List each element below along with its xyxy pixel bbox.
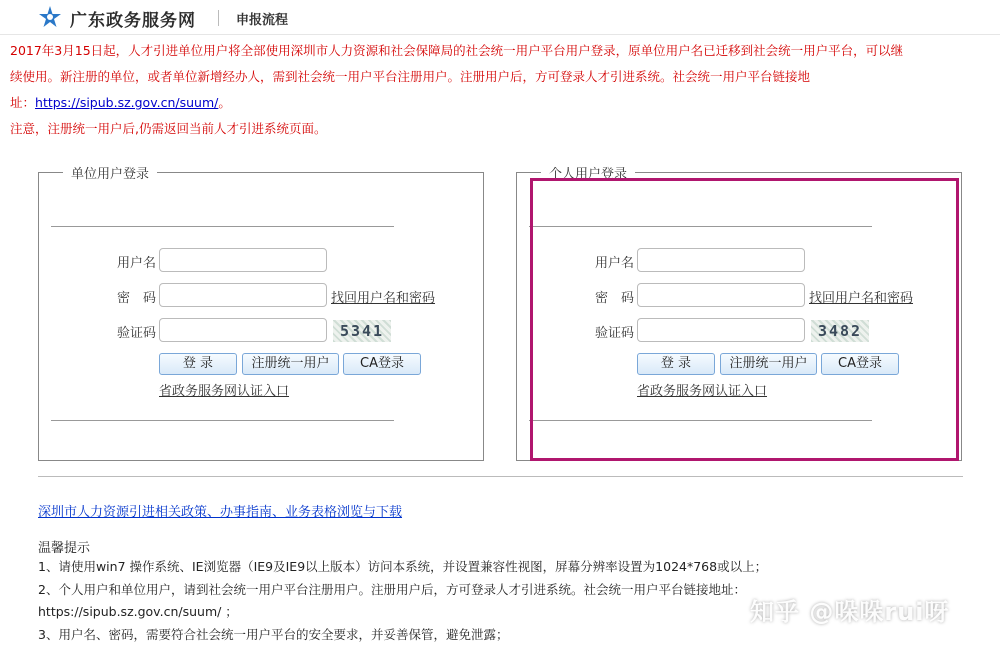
person-ca-login-button[interactable]: CA登录 bbox=[821, 353, 899, 375]
notice-text: 。 bbox=[218, 95, 231, 110]
watermark: 知乎 @哚哚rui呀 bbox=[750, 598, 950, 626]
person-portal-auth-link[interactable]: 省政务服务网认证入口 bbox=[637, 384, 768, 399]
password-label: 密 码 bbox=[116, 291, 156, 306]
header-divider bbox=[0, 34, 1000, 35]
unit-ca-login-button[interactable]: CA登录 bbox=[343, 353, 421, 375]
tip-item: 2、个人用户和单位用户，请到社会统一用户平台注册用户。注册用户后，方可登录人才引进系统。社会统一用户平台链接地址： bbox=[38, 581, 746, 597]
header-separator bbox=[218, 10, 219, 26]
notice-block bbox=[10, 38, 995, 142]
gov-emblem-icon bbox=[38, 5, 62, 29]
unit-portal-auth-link[interactable]: 省政务服务网认证入口 bbox=[159, 384, 290, 399]
divider bbox=[51, 226, 394, 227]
tip-item: 1、请使用win7 操作系统、IE浏览器（IE9及IE9以上版本）访问本系统，并设置兼容性视图，屏幕分辨率设置为1024*768或以上； bbox=[38, 559, 768, 574]
person-captcha-image[interactable]: 3482 bbox=[811, 320, 869, 342]
notice-line: 续使用。新注册的单位，或者单位新增经办人，需到社会统一用户平台注册用户。注册用户后，方可登录人才引进系统。社会统一用户平台链接地 bbox=[10, 69, 811, 84]
person-login-legend: 个人用户登录 bbox=[549, 167, 628, 182]
unit-captcha-input[interactable] bbox=[159, 318, 327, 342]
tip-item: https://sipub.sz.gov.cn/suum/ ； bbox=[38, 604, 238, 619]
unit-login-panel bbox=[38, 163, 484, 461]
suum-link[interactable]: https://sipub.sz.gov.cn/suum/ bbox=[35, 95, 219, 110]
tips-title: 温馨提示 bbox=[38, 541, 91, 556]
username-label: 用户名 bbox=[594, 256, 634, 271]
notice-line bbox=[10, 90, 995, 116]
site-header bbox=[0, 0, 1000, 36]
captcha-label: 验证码 bbox=[116, 326, 156, 341]
tip-item: 3、用户名、密码，需要符合社会统一用户平台的安全要求，并妥善保管，避免泄露； bbox=[38, 626, 509, 642]
notice-line: 2017年3月15日起，人才引进单位用户将全部使用深圳市人力资源和社会保障局的社会统一用户平台用户登录，原单位用户名已迁移到社会统一用户平台，可以继 bbox=[10, 43, 904, 58]
unit-captcha-image[interactable]: 5341 bbox=[333, 320, 391, 342]
unit-register-button[interactable]: 注册统一用户 bbox=[242, 353, 339, 375]
password-label: 密 码 bbox=[594, 291, 634, 306]
site-logo-text[interactable]: 广东政务服务网 bbox=[70, 11, 196, 31]
unit-login-button[interactable]: 登 录 bbox=[159, 353, 237, 375]
notice-warning: 注意，注册统一用户后,仍需返回当前人才引进系统页面。 bbox=[10, 121, 327, 136]
section-divider bbox=[38, 476, 963, 477]
highlight-box bbox=[530, 178, 959, 461]
person-register-button[interactable]: 注册统一用户 bbox=[720, 353, 817, 375]
unit-password-input[interactable] bbox=[159, 283, 327, 307]
header-subtitle[interactable]: 申报流程 bbox=[236, 13, 289, 28]
unit-username-input[interactable] bbox=[159, 248, 327, 272]
policy-download-link[interactable]: 深圳市人力资源引进相关政策、办事指南、业务表格浏览与下载 bbox=[38, 505, 403, 520]
divider bbox=[51, 420, 394, 421]
username-label: 用户名 bbox=[116, 256, 156, 271]
person-login-button[interactable]: 登 录 bbox=[637, 353, 715, 375]
notice-text: 址： bbox=[10, 95, 36, 110]
unit-login-legend: 单位用户登录 bbox=[71, 167, 150, 182]
unit-find-account-link[interactable]: 找回用户名和密码 bbox=[331, 291, 436, 306]
captcha-label: 验证码 bbox=[594, 326, 634, 341]
person-find-account-link[interactable]: 找回用户名和密码 bbox=[809, 291, 914, 306]
